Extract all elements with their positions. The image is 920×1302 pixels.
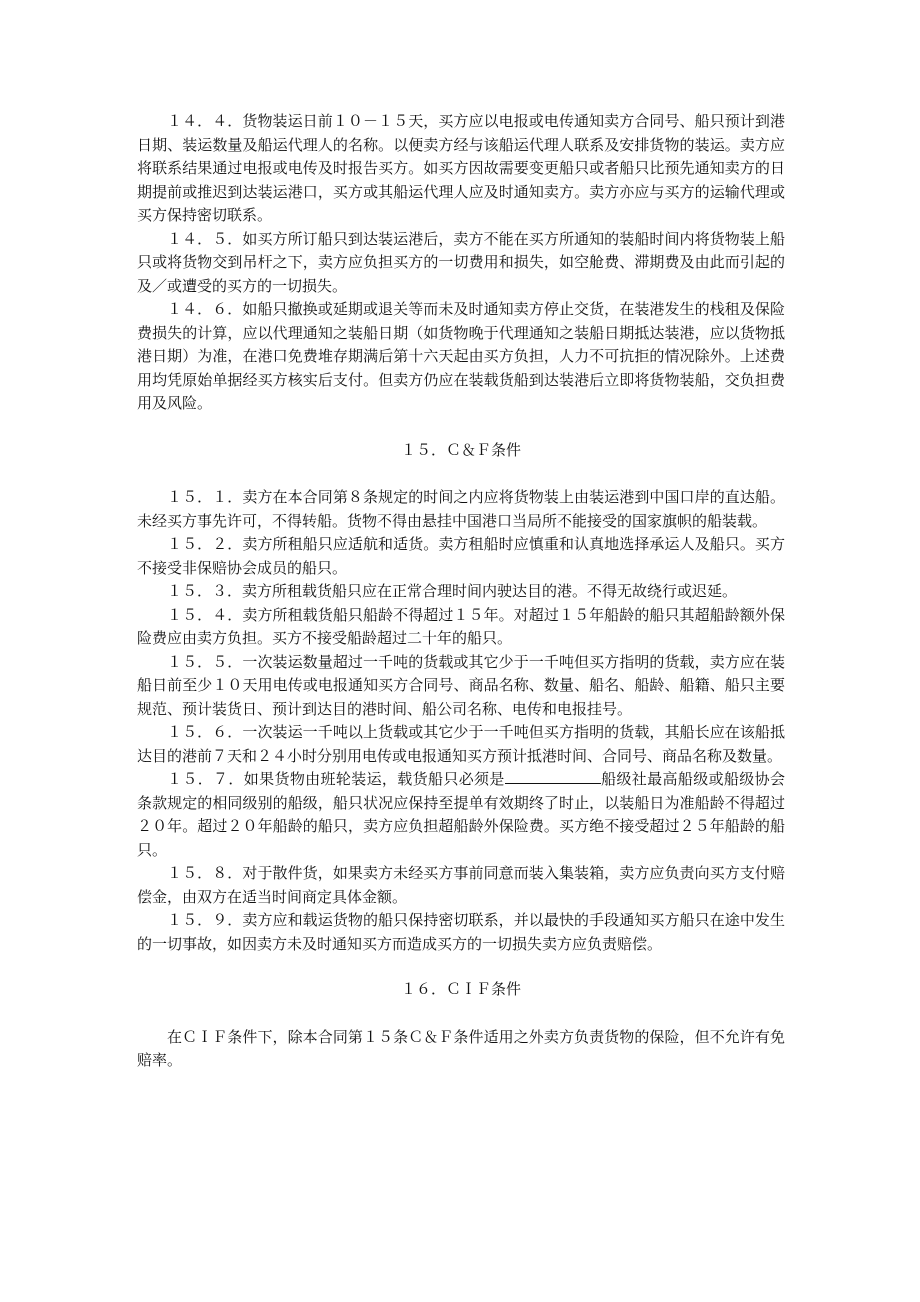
clause-15-2: １５．２．卖方所租船只应适航和适货。卖方租船时应慎重和认真地选择承运人及船只。买方不接受非保赔协会成员的船只。 xyxy=(137,535,785,577)
clause-14-6: １４．６．如船只撤换或延期或退关等而未及时通知卖方停止交货，在装港发生的栈租及保险费损失的计算，应以代理通知之装船日期（如货物晚于代理通知之装船日期抵达装港，应以货物抵港日期）为准，在港口免费堆存期满后第十六天起由买方负担，人力不可抗拒的情况除外。上述费用均凭原始单据经买方核实后支付。但卖方仍应在装载货船到达装港后立即将货物装船，交负担费用及风险。 xyxy=(137,300,785,412)
clause-15-7-part-a: １５．７．如果货物由班轮装运，载货船只必须是 xyxy=(167,770,505,788)
clause-14-5: １４．５．如买方所订船只到达装运港后，卖方不能在买方所通知的装船时间内将货物装上船只或将货物交到吊杆之下，卖方应负担买方的一切费用和损失，如空舱费、滞期费及由此而引起的及／或遭受的买方的一切损失。 xyxy=(137,229,785,295)
clause-15-7-part-b: 船级社最高船级或船级协会条款规定的相同级别的船级，船只状况应保持至提单有效期终了时止，以装船日为准船龄不得超过２０年。超过２０年船龄的船只，卖方应负担超船龄外保险费。买方绝不接受超过２５年船龄的船只。 xyxy=(137,770,785,859)
clause-15-6: １５．６．一次装运一千吨以上货载或其它少于一千吨但买方指明的货载，其船长应在该船抵达目的港前７天和２４小时分别用电传或电报通知买方预计抵港时间、合同号、商品名称及数量。 xyxy=(137,723,785,765)
fill-in-blank xyxy=(505,768,601,784)
section-15-heading: １５．Ｃ＆Ｆ条件 xyxy=(400,440,521,459)
clause-16-body: 在ＣＩＦ条件下，除本合同第１５条Ｃ＆Ｆ条件适用之外卖方负责货物的保险，但不允许有免赔率。 xyxy=(137,1027,785,1069)
clause-15-1: １５．１．卖方在本合同第８条规定的时间之内应将货物装上由装运港到中国口岸的直达船。未经买方事先许可，不得转船。货物不得由悬挂中国港口当局所不能接受的国家旗帜的船装载。 xyxy=(137,488,785,530)
contract-document xyxy=(137,110,785,1073)
clause-15-3: １５．３．卖方所租载货船只应在正常合理时间内驶达目的港。不得无故绕行或迟延。 xyxy=(167,582,738,600)
clause-15-4: １５．４．卖方所租载货船只船龄不得超过１５年。对超过１５年船龄的船只其超船龄额外保险费应由卖方负担。买方不接受船龄超过二十年的船只。 xyxy=(137,605,785,647)
clause-14-4: １４．４．货物装运日前１０－１５天，买方应以电报或电传通知卖方合同号、船只预计到港日期、装运数量及船运代理人的名称。以便卖方经与该船运代理人联系及安排货物的装运。卖方应将联系结果通过电报或电传及时报告买方。如买方因故需要变更船只或者船只比预先通知卖方的日期提前或推迟到达装运港口，买方或其船运代理人应及时通知卖方。卖方亦应与买方的运输代理或买方保持密切联系。 xyxy=(137,112,785,224)
clause-15-9: １５．９．卖方应和载运货物的船只保持密切联系，并以最快的手段通知买方船只在途中发生的一切事故，如因卖方未及时通知买方而造成买方的一切损失卖方应负责赔偿。 xyxy=(137,911,785,953)
clause-15-8: １５．８．对于散件货，如果卖方未经买方事前同意而装入集装箱，卖方应负责向买方支付赔偿金，由双方在适当时间商定具体金额。 xyxy=(137,864,785,906)
clause-15-7 xyxy=(137,768,785,862)
section-16-heading: １６．ＣＩＦ条件 xyxy=(400,980,521,998)
clause-15-5: １５．５．一次装运数量超过一千吨的货载或其它少于一千吨但买方指明的货载，卖方应在装船日前至少１０天用电传或电报通知买方合同号、商品名称、数量、船名、船龄、船籍、船只主要规范、预计装货日、预计到达目的港时间、船公司名称、电传和电报挂号。 xyxy=(137,652,785,718)
